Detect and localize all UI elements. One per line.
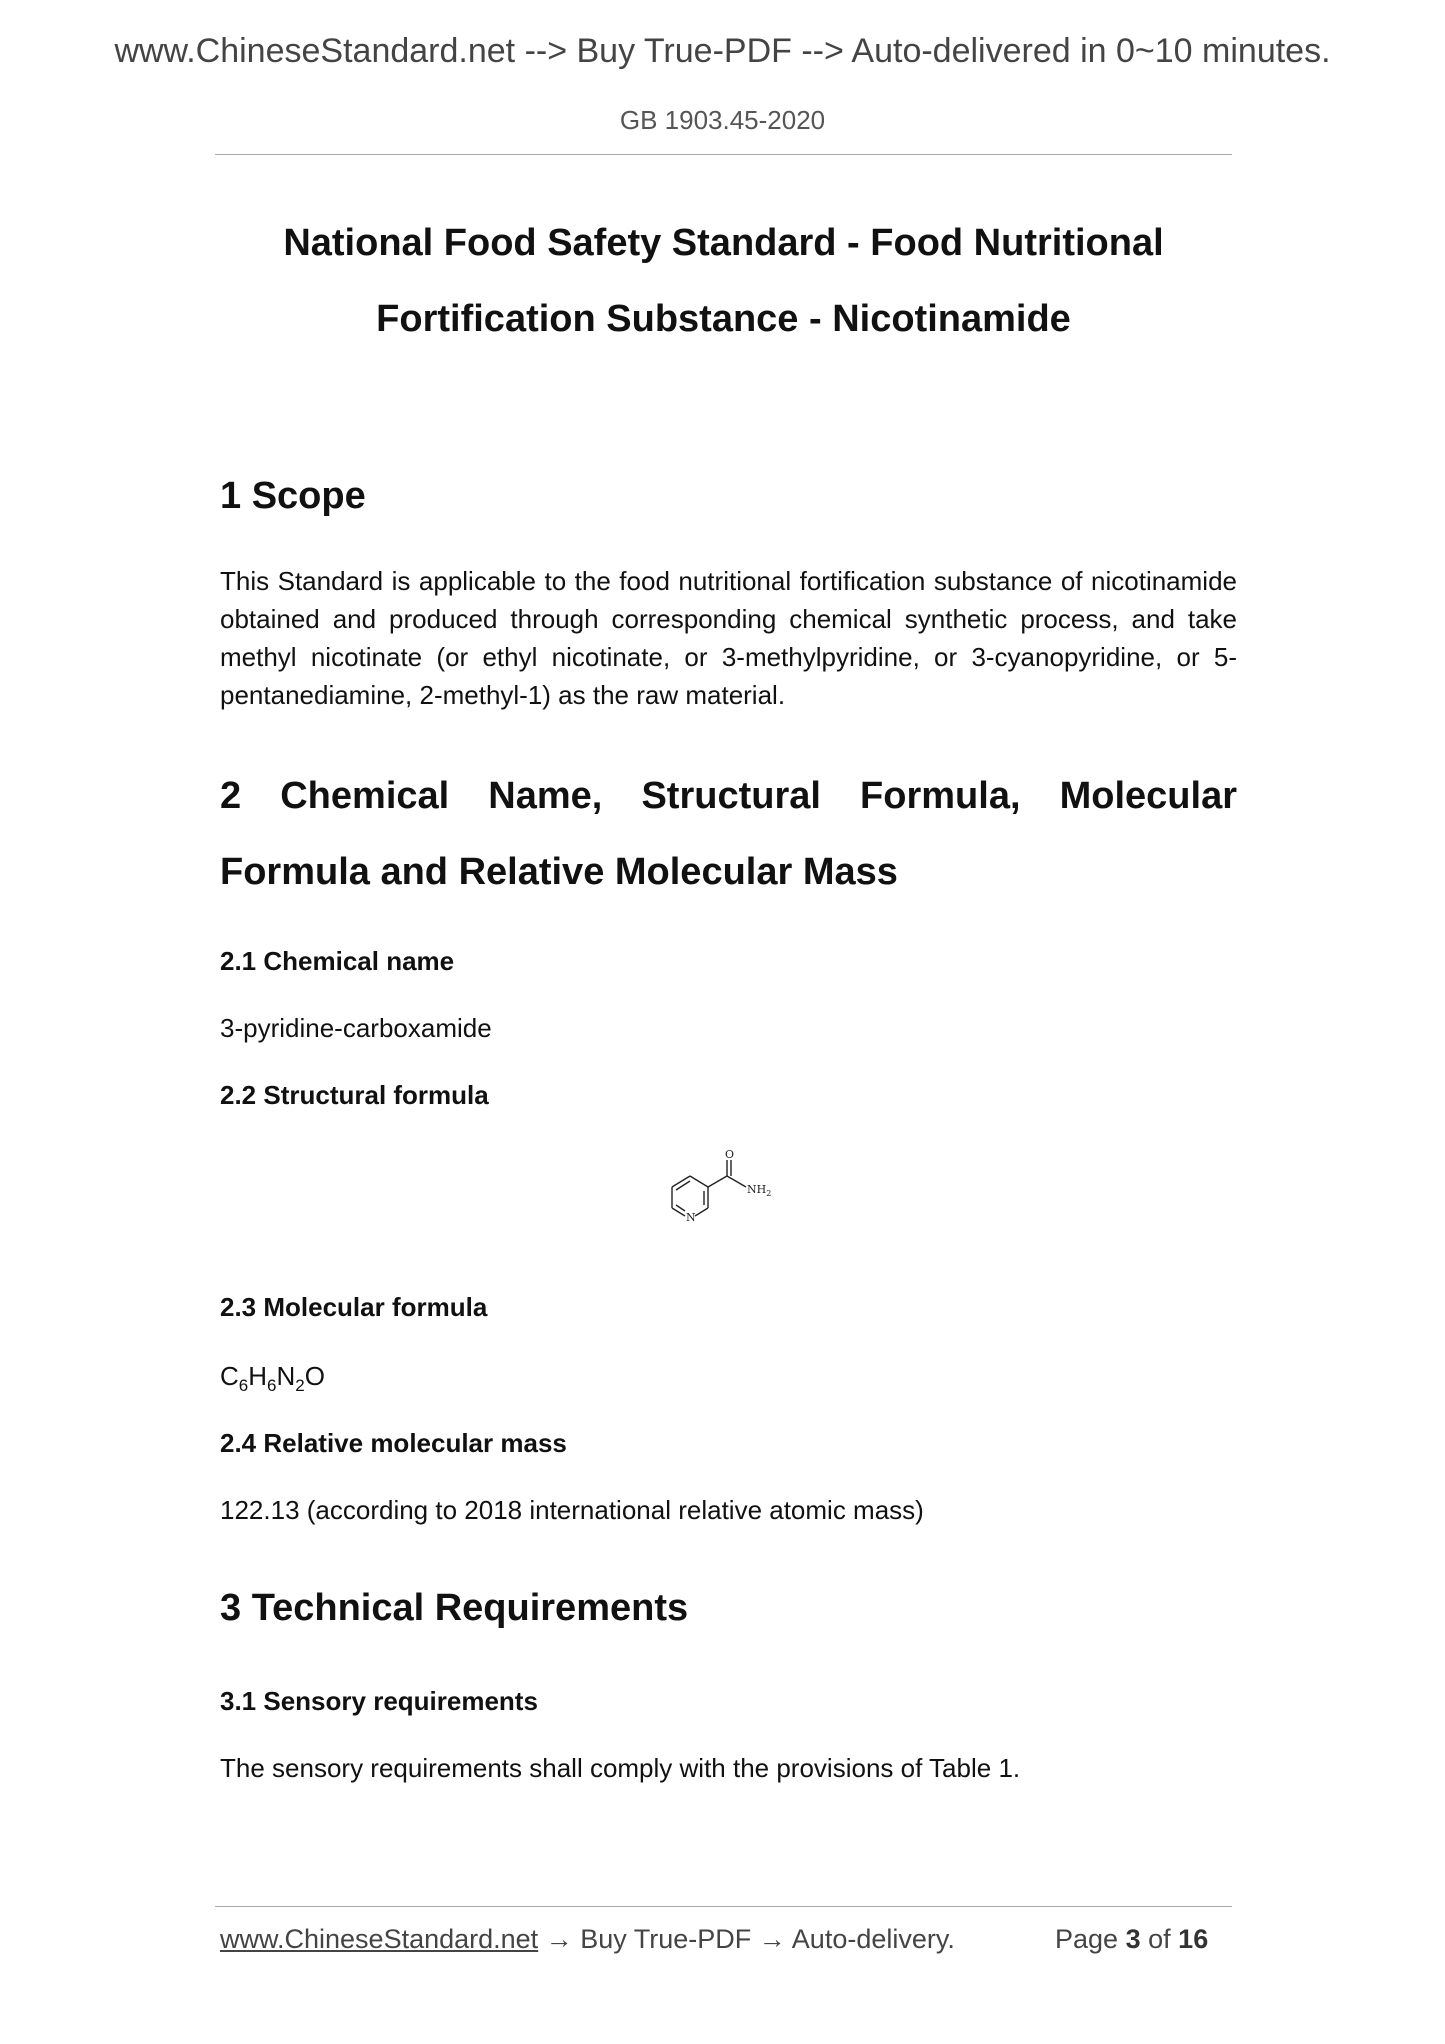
header-divider bbox=[215, 154, 1232, 155]
sensory-paragraph: The sensory requirements shall comply with the provisions of Table 1. bbox=[220, 1753, 1021, 1783]
molecular-formula-value: $C_6H_6N_2O$ bbox=[220, 1361, 325, 1396]
document-title bbox=[215, 205, 1232, 357]
structural-formula-diagram bbox=[655, 1150, 795, 1250]
amine-label: $NH_2$ bbox=[747, 1183, 772, 1198]
arrow-icon: → bbox=[758, 1924, 786, 1954]
title-line-1: National Food Safety Standard - Food Nutritional bbox=[283, 222, 1164, 264]
relative-mass-heading: 2.4 Relative molecular mass bbox=[220, 1428, 567, 1458]
scope-paragraph: This Standard is applicable to the food nutritional fortification substance of nicotinamide obtained and produced through corresponding chemical synthetic process, and take methyl nicotinate (or ethyl nicotinate, or 3-methylpyridine, or 3-cyanopyridine, or 5-pentanediamine, 2-methyl-1) as the raw material. bbox=[220, 566, 1237, 710]
footer-auto-text: Auto-delivery. bbox=[791, 1924, 955, 1954]
page-total: 16 bbox=[1178, 1924, 1209, 1954]
title-line-2: Fortification Substance - Nicotinamide bbox=[376, 298, 1071, 340]
footer-divider bbox=[215, 1906, 1232, 1907]
of-label: of bbox=[1148, 1924, 1171, 1954]
footer-links bbox=[220, 1924, 955, 1955]
header-banner: www.ChineseStandard.net --> Buy True-PDF --> Auto-delivered in 0~10 minutes. bbox=[114, 32, 1331, 70]
section-scope-heading: 1 Scope bbox=[220, 475, 366, 517]
footer-site-link[interactable]: www.ChineseStandard.net bbox=[220, 1924, 539, 1954]
footer-buy-text: Buy True-PDF bbox=[580, 1924, 752, 1954]
oxygen-label: O bbox=[725, 1150, 735, 1161]
page-current: 3 bbox=[1125, 1924, 1141, 1954]
standard-code: GB 1903.45-2020 bbox=[619, 105, 826, 135]
section-chemical-heading: 2 Chemical Name, Structural Formula, Molecular Formula and Relative Molecular Mass bbox=[220, 775, 1237, 893]
chemical-name-value: 3-pyridine-carboxamide bbox=[220, 1013, 492, 1043]
page-indicator bbox=[1055, 1924, 1208, 1955]
structural-formula-heading: 2.2 Structural formula bbox=[220, 1080, 489, 1110]
arrow-icon: → bbox=[545, 1924, 573, 1954]
ring-nitrogen-label: N bbox=[686, 1211, 696, 1224]
page-label: Page bbox=[1055, 1924, 1119, 1954]
nicotinamide-structure bbox=[655, 1150, 795, 1250]
chemical-name-heading: 2.1 Chemical name bbox=[220, 946, 455, 976]
sensory-heading: 3.1 Sensory requirements bbox=[220, 1686, 538, 1716]
section-technical-heading: 3 Technical Requirements bbox=[220, 1587, 689, 1629]
molecular-formula-heading: 2.3 Molecular formula bbox=[220, 1292, 488, 1322]
relative-mass-value: 122.13 (according to 2018 international relative atomic mass) bbox=[220, 1495, 924, 1525]
